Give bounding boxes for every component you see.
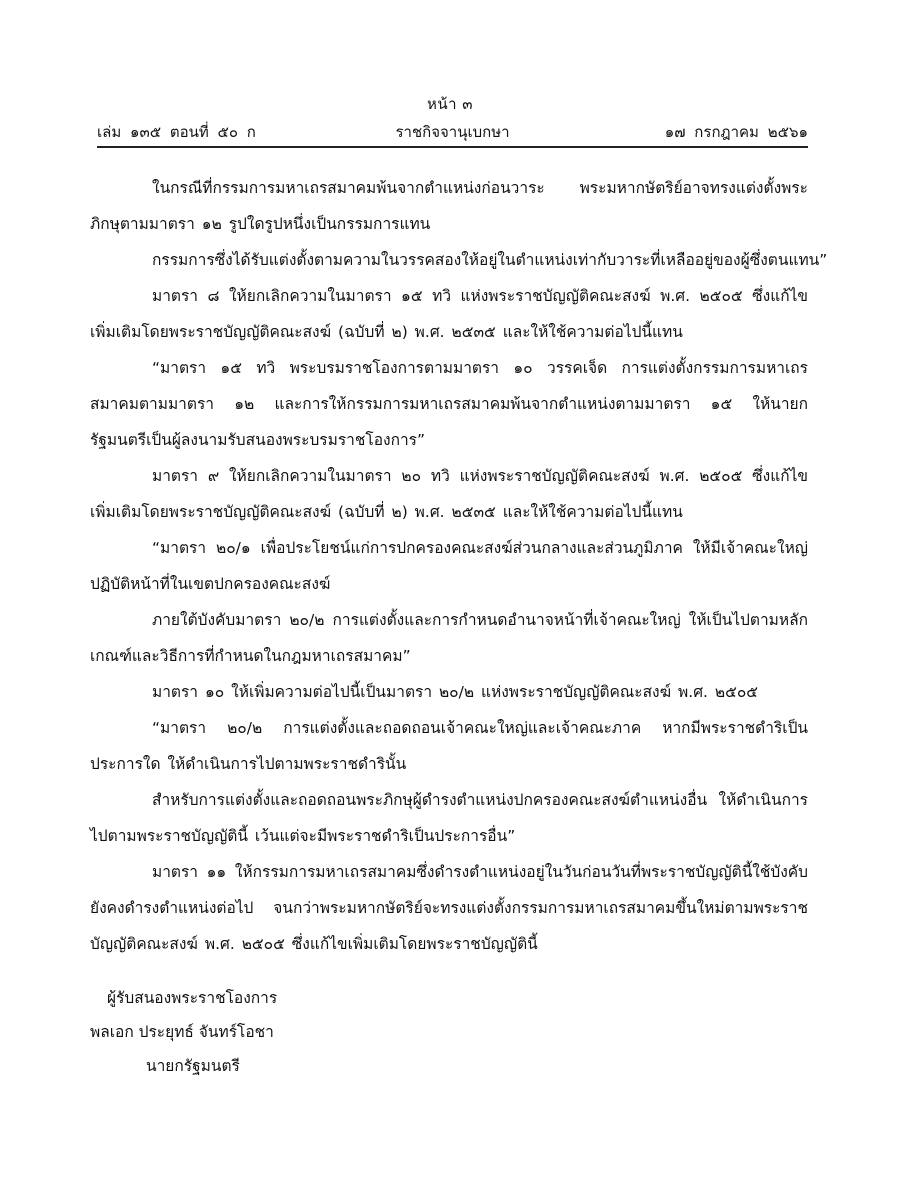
- page-number: หน้า ๓: [426, 95, 474, 113]
- gazette-header: [97, 120, 808, 142]
- paragraph: มาตรา ๑๑ ให้กรรมการมหาเถรสมาคมซึ่งดำรงตำแหน่งอยู่ในวันก่อนวันที่พระราชบัญญัตินี้ใช้บังคับ ยังคงดำรงตำแหน่งต่อไป จนกว่าพระมหากษัตริย์จะทรงแต่งตั้งกรรมการมหาเถรสมาคมขึ้นใหม่ตามพระราชบัญญัติคณะสงฆ์ พ.ศ. ๒๕๐๕ ซึ่งแก้ไขเพิ่มเติมโดยพระราชบัญญัตินี้: [90, 863, 808, 953]
- paragraph: มาตรา ๙ ให้ยกเลิกความในมาตรา ๒๐ ทวิ แห่งพระราชบัญญัติคณะสงฆ์ พ.ศ. ๒๕๐๕ ซึ่งแก้ไขเพิ่มเติมโดยพระราชบัญญัติคณะสงฆ์ (ฉบับที่ ๒) พ.ศ. ๒๕๓๕ และให้ใช้ความต่อไปนี้แทน: [90, 467, 808, 521]
- paragraph: ในกรณีที่กรรมการมหาเถรสมาคมพ้นจากตำแหน่งก่อนวาระ พระมหากษัตริย์อาจทรงแต่งตั้งพระภิกษุตามมาตรา ๑๒ รูปใดรูปหนึ่งเป็นกรรมการแทน: [90, 179, 808, 233]
- paragraph: สำหรับการแต่งตั้งและถอดถอนพระภิกษุผู้ดำรงตำแหน่งปกครองคณะสงฆ์ตำแหน่งอื่น ให้ดำเนินการไปตามพระราชบัญญัตินี้ เว้นแต่จะมีพระราชดำริเป็นประการอื่น”: [90, 791, 808, 845]
- signatory-position: นายกรัฐมนตรี: [146, 1057, 240, 1075]
- countersign-label: ผู้รับสนองพระราชโองการ: [107, 989, 278, 1007]
- signatory-name: พลเอก ประยุทธ์ จันทร์โอชา: [90, 1023, 274, 1041]
- publication-title: ราชกิจจานุเบกษา: [395, 123, 510, 141]
- paragraph: กรรมการซึ่งได้รับแต่งตั้งตามความในวรรคสองให้อยู่ในตำแหน่งเท่ากับวาระที่เหลืออยู่ของผู้ซึ่งตนแทน”: [152, 251, 828, 269]
- paragraph: มาตรา ๑๐ ให้เพิ่มความต่อไปนี้เป็นมาตรา ๒๐/๒ แห่งพระราชบัญญัติคณะสงฆ์ พ.ศ. ๒๕๐๕: [152, 683, 759, 701]
- paragraph: มาตรา ๘ ให้ยกเลิกความในมาตรา ๑๕ ทวิ แห่งพระราชบัญญัติคณะสงฆ์ พ.ศ. ๒๕๐๕ ซึ่งแก้ไขเพิ่มเติมโดยพระราชบัญญัติคณะสงฆ์ (ฉบับที่ ๒) พ.ศ. ๒๕๓๕ และให้ใช้ความต่อไปนี้แทน: [90, 287, 808, 341]
- publication-date: ๑๗ กรกฎาคม ๒๕๖๑: [664, 123, 808, 141]
- paragraph: ภายใต้บังคับมาตรา ๒๐/๒ การแต่งตั้งและการกำหนดอำนาจหน้าที่เจ้าคณะใหญ่ ให้เป็นไปตามหลักเกณฑ์และวิธีการที่กำหนดในกฎมหาเถรสมาคม”: [90, 611, 808, 665]
- header-divider: [97, 146, 808, 148]
- volume-issue: เล่ม ๑๓๕ ตอนที่ ๕๐ ก: [97, 123, 256, 141]
- document-body: [90, 170, 828, 962]
- paragraph: “มาตรา ๒๐/๑ เพื่อประโยชน์แก่การปกครองคณะสงฆ์ส่วนกลางและส่วนภูมิภาค ให้มีเจ้าคณะใหญ่ปฏิบัติหน้าที่ในเขตปกครองคณะสงฆ์: [90, 539, 808, 593]
- paragraph: “มาตรา ๑๕ ทวิ พระบรมราชโองการตามมาตรา ๑๐ วรรคเจ็ด การแต่งตั้งกรรมการมหาเถรสมาคมตามมาตรา ๑๒ และการให้กรรมการมหาเถรสมาคมพ้นจากตำแหน่งตามมาตรา ๑๕ ให้นายกรัฐมนตรีเป็นผู้ลงนามรับสนองพระบรมราชโองการ”: [90, 359, 808, 449]
- paragraph: “มาตรา ๒๐/๒ การแต่งตั้งและถอดถอนเจ้าคณะใหญ่และเจ้าคณะภาค หากมีพระราชดำริเป็นประการใด ให้ดำเนินการไปตามพระราชดำรินั้น: [90, 719, 808, 773]
